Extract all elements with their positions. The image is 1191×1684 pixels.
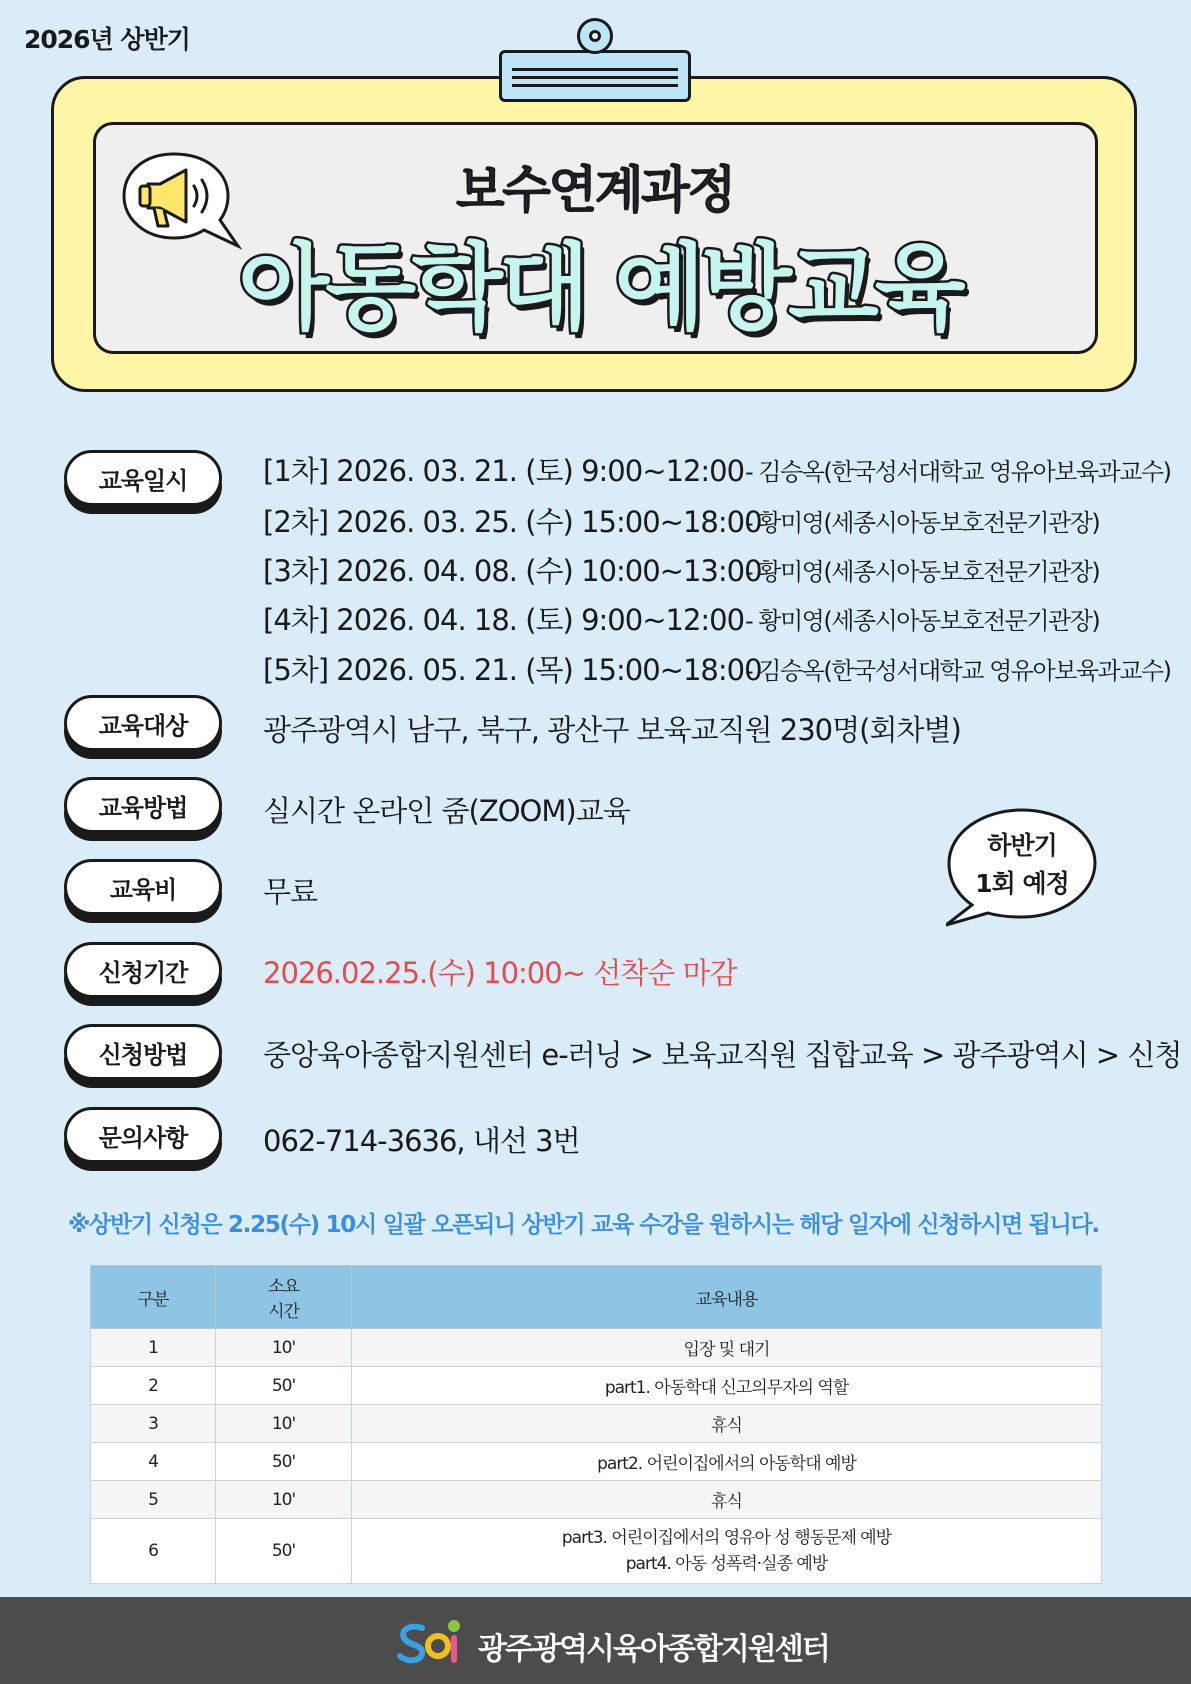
second-half-line2: 1회 예정	[975, 869, 1069, 898]
header-content: 교육내용	[352, 1266, 1102, 1329]
session-4-date: [4차] 2026. 04. 18. (토) 9:00~12:00	[263, 603, 745, 637]
header-duration: 소요 시간	[216, 1266, 352, 1329]
apply-period-label: 신청기간	[64, 942, 222, 998]
schedule-label: 교육일시	[64, 450, 222, 506]
session-2-date: [2차] 2026. 03. 25. (수) 15:00~18:00	[263, 505, 762, 539]
organization-name: 광주광역시육아종합지원센터	[478, 1632, 829, 1667]
table-row: 1 10' 입장 및 대기	[91, 1329, 1102, 1367]
fee-label-pill	[64, 859, 226, 921]
apply-method-label: 신청방법	[64, 1024, 222, 1080]
session-3-instructor: - 황미영(세종시아동보호전문기관장)	[745, 558, 1100, 586]
session-3-date: [3차] 2026. 04. 08. (수) 10:00~13:00	[263, 554, 762, 588]
table-row: 6 50' part3. 어린이집에서의 영유아 성 행동문제 예방 part4. 아동 성폭력·실종 예방	[91, 1519, 1102, 1584]
session-1-instructor: - 김승옥(한국성서대학교 영유아보육과교수)	[745, 458, 1171, 486]
clip-ring-icon	[577, 18, 613, 54]
program-table	[90, 1265, 1102, 1584]
contact-label: 문의사항	[64, 1107, 222, 1163]
method-label: 교육방법	[64, 777, 222, 833]
method-value: 실시간 온라인 줌(ZOOM)교육	[263, 794, 630, 828]
apply-method-label-pill	[64, 1024, 226, 1086]
second-half-notice	[946, 827, 1098, 903]
target-value: 광주광역시 남구, 북구, 광산구 보육교직원 230명(회차별)	[263, 713, 961, 747]
session-4-instructor: - 황미영(세종시아동보호전문기관장)	[745, 607, 1100, 635]
megaphone-icon	[120, 150, 248, 254]
target-label-pill	[64, 695, 226, 757]
fee-value: 무료	[263, 875, 318, 909]
center-logo-icon	[396, 1616, 472, 1666]
table-row: 5 10' 휴식	[91, 1481, 1102, 1519]
schedule-label-pill	[64, 450, 226, 512]
session-1-date: [1차] 2026. 03. 21. (토) 9:00~12:00	[263, 454, 745, 488]
period-label: 2026년 상반기	[24, 25, 190, 54]
course-subtitle: 보수연계과정	[456, 161, 734, 219]
table-row: 2 50' part1. 아동학대 신고의무자의 역할	[91, 1367, 1102, 1405]
registration-note: ※상반기 신청은 2.25(수) 10시 일괄 오픈되니 상반기 교육 수강을 원하시는 해당 일자에 신청하시면 됩니다.	[68, 1212, 1099, 1238]
table-row: 4 50' part2. 어린이집에서의 아동학대 예방	[91, 1443, 1102, 1481]
apply-method-value: 중앙육아종합지원센터 e-러닝 > 보육교직원 집합교육 > 광주광역시 > 신청	[263, 1038, 1182, 1072]
apply-period-value: 2026.02.25.(수) 10:00~ 선착순 마감	[263, 956, 737, 990]
table-row: 3 10' 휴식	[91, 1405, 1102, 1443]
contact-value: 062-714-3636, 내선 3번	[263, 1124, 580, 1158]
session-5-date: [5차] 2026. 05. 21. (목) 15:00~18:00	[263, 653, 762, 687]
contact-label-pill	[64, 1107, 226, 1169]
target-label: 교육대상	[64, 695, 222, 751]
header-category: 구분	[91, 1266, 216, 1329]
table-header-row	[91, 1266, 1102, 1329]
session-2-instructor: - 황미영(세종시아동보호전문기관장)	[745, 509, 1100, 537]
method-label-pill	[64, 777, 226, 839]
session-5-instructor: - 김승옥(한국성서대학교 영유아보육과교수)	[745, 657, 1171, 685]
apply-period-label-pill	[64, 942, 226, 1004]
second-half-line1: 하반기	[987, 831, 1057, 860]
fee-label: 교육비	[64, 859, 222, 915]
course-title: 아동학대 예방교육	[238, 234, 962, 343]
